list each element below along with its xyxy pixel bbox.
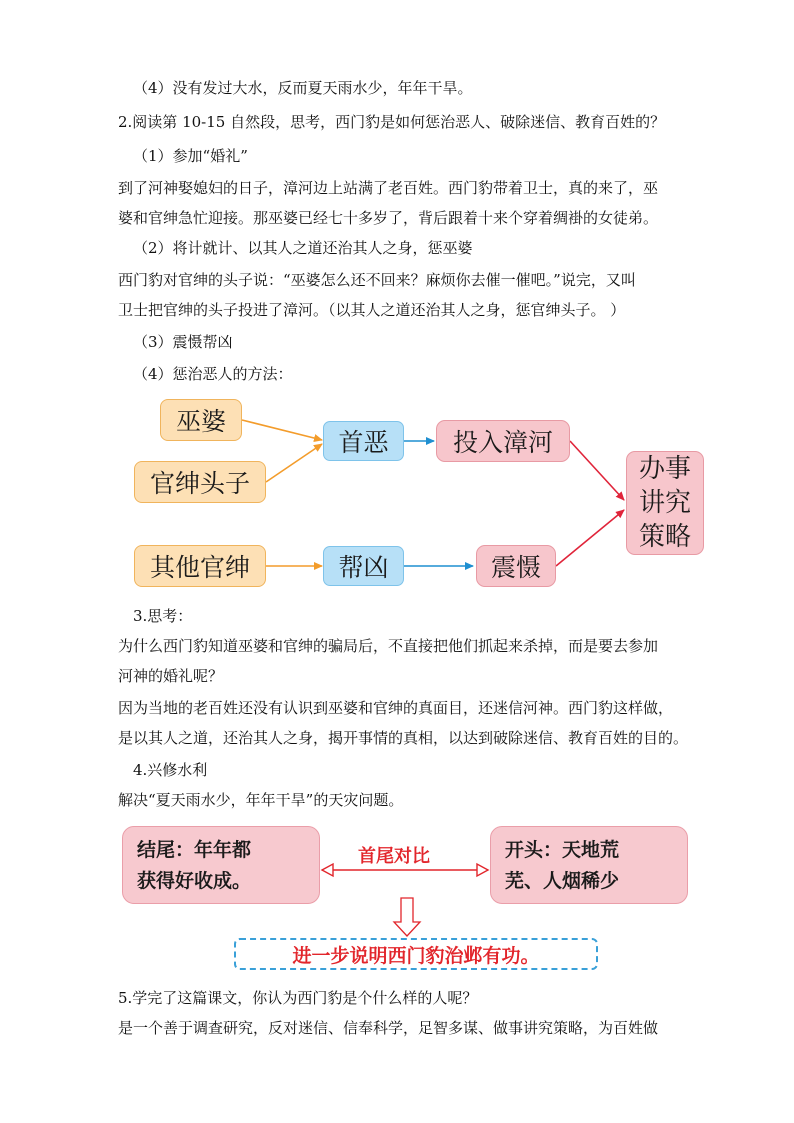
arrow-touzi-shoue — [266, 444, 322, 482]
subheading-2: （2）将计就计、以其人之道还治其人之身，惩巫婆 — [133, 239, 473, 257]
arrow-zhenshe-result — [556, 510, 624, 566]
subheading-4: （4）惩治恶人的方法： — [133, 365, 293, 383]
answer-3a: 因为当地的老百姓还没有认识到巫婆和官绅的真面目，还迷信河神。西门豹这样做， — [118, 699, 674, 717]
arrow-touru-result — [570, 441, 624, 500]
arrow-wupo-shoue — [242, 420, 322, 440]
line-1: （4）没有发过大水，反而夏天雨水少，年年干旱。 — [133, 79, 473, 97]
beginning-line-2: 芜、人烟稀少 — [505, 870, 620, 892]
paragraph-1a: 到了河神娶媳妇的日子，漳河边上站满了老百姓。西门豹带着卫士，真的来了，巫 — [118, 179, 659, 197]
compare-left-arrowhead — [322, 864, 333, 876]
subheading-3: （3）震慑帮凶 — [133, 333, 233, 351]
result-line-2: 讲究 — [638, 488, 691, 518]
subheading-1: （1）参加“婚礼” — [133, 147, 248, 165]
ending-line-2: 获得好收成。 — [137, 870, 252, 892]
paragraph-2b: 卫士把官绅的头子投进了漳河。（以其人之道还治其人之身，惩官绅头子。 ） — [118, 301, 626, 319]
box-guanshen-touzi: 官绅头子 — [134, 461, 266, 503]
beginning-line-1: 开头：天地荒 — [505, 839, 620, 861]
compare-right-arrowhead — [477, 864, 488, 876]
box-qita-guanshen: 其他官绅 — [134, 545, 266, 587]
question-3: 3.思考： — [133, 607, 193, 625]
box-wupo: 巫婆 — [160, 399, 242, 441]
box-bangxiong: 帮凶 — [323, 546, 404, 586]
down-arrow — [394, 898, 420, 936]
paragraph-2a: 西门豹对官绅的头子说：“巫婆怎么还不回来？麻烦你去催一催吧。”说完，又叫 — [118, 271, 636, 289]
heading-4: 4.兴修水利 — [133, 761, 208, 779]
box-shoue: 首恶 — [323, 421, 404, 461]
paragraph-1b: 婆和官绅急忙迎接。那巫婆已经七十多岁了，背后跟着十来个穿着绸褂的女徒弟。 — [118, 209, 659, 227]
box-touru-zhanghe: 投入漳河 — [436, 420, 570, 462]
result-line-1: 办事 — [638, 454, 691, 484]
box-result — [626, 451, 704, 555]
ending-line-1: 结尾：年年都 — [137, 839, 252, 861]
box-zhenshe: 震慑 — [476, 545, 556, 587]
conclusion-box: 进一步说明西门豹治邺有功。 — [234, 938, 598, 970]
box-beginning — [490, 826, 688, 904]
question-5: 5.学完了这篇课文，你认为西门豹是个什么样的人呢？ — [118, 989, 478, 1007]
text-4: 解决“夏天雨水少，年年干旱”的天灾问题。 — [118, 791, 404, 809]
label-compare: 首尾对比 — [358, 846, 430, 867]
question-3-text-a: 为什么西门豹知道巫婆和官绅的骗局后，不直接把他们抓起来杀掉，而是要去参加 — [118, 637, 659, 655]
question-3-text-b: 河神的婚礼呢？ — [118, 667, 224, 685]
answer-5: 是一个善于调查研究，反对迷信、信奉科学，足智多谋、做事讲究策略，为百姓做 — [118, 1019, 659, 1037]
question-2: 2.阅读第 10-15 自然段，思考，西门豹是如何惩治恶人、破除迷信、教育百姓的？ — [118, 113, 666, 131]
result-line-3: 策略 — [638, 522, 691, 552]
box-ending — [122, 826, 320, 904]
answer-3b: 是以其人之道，还治其人之身，揭开事情的真相，以达到破除迷信、教育百姓的目的。 — [118, 729, 689, 747]
